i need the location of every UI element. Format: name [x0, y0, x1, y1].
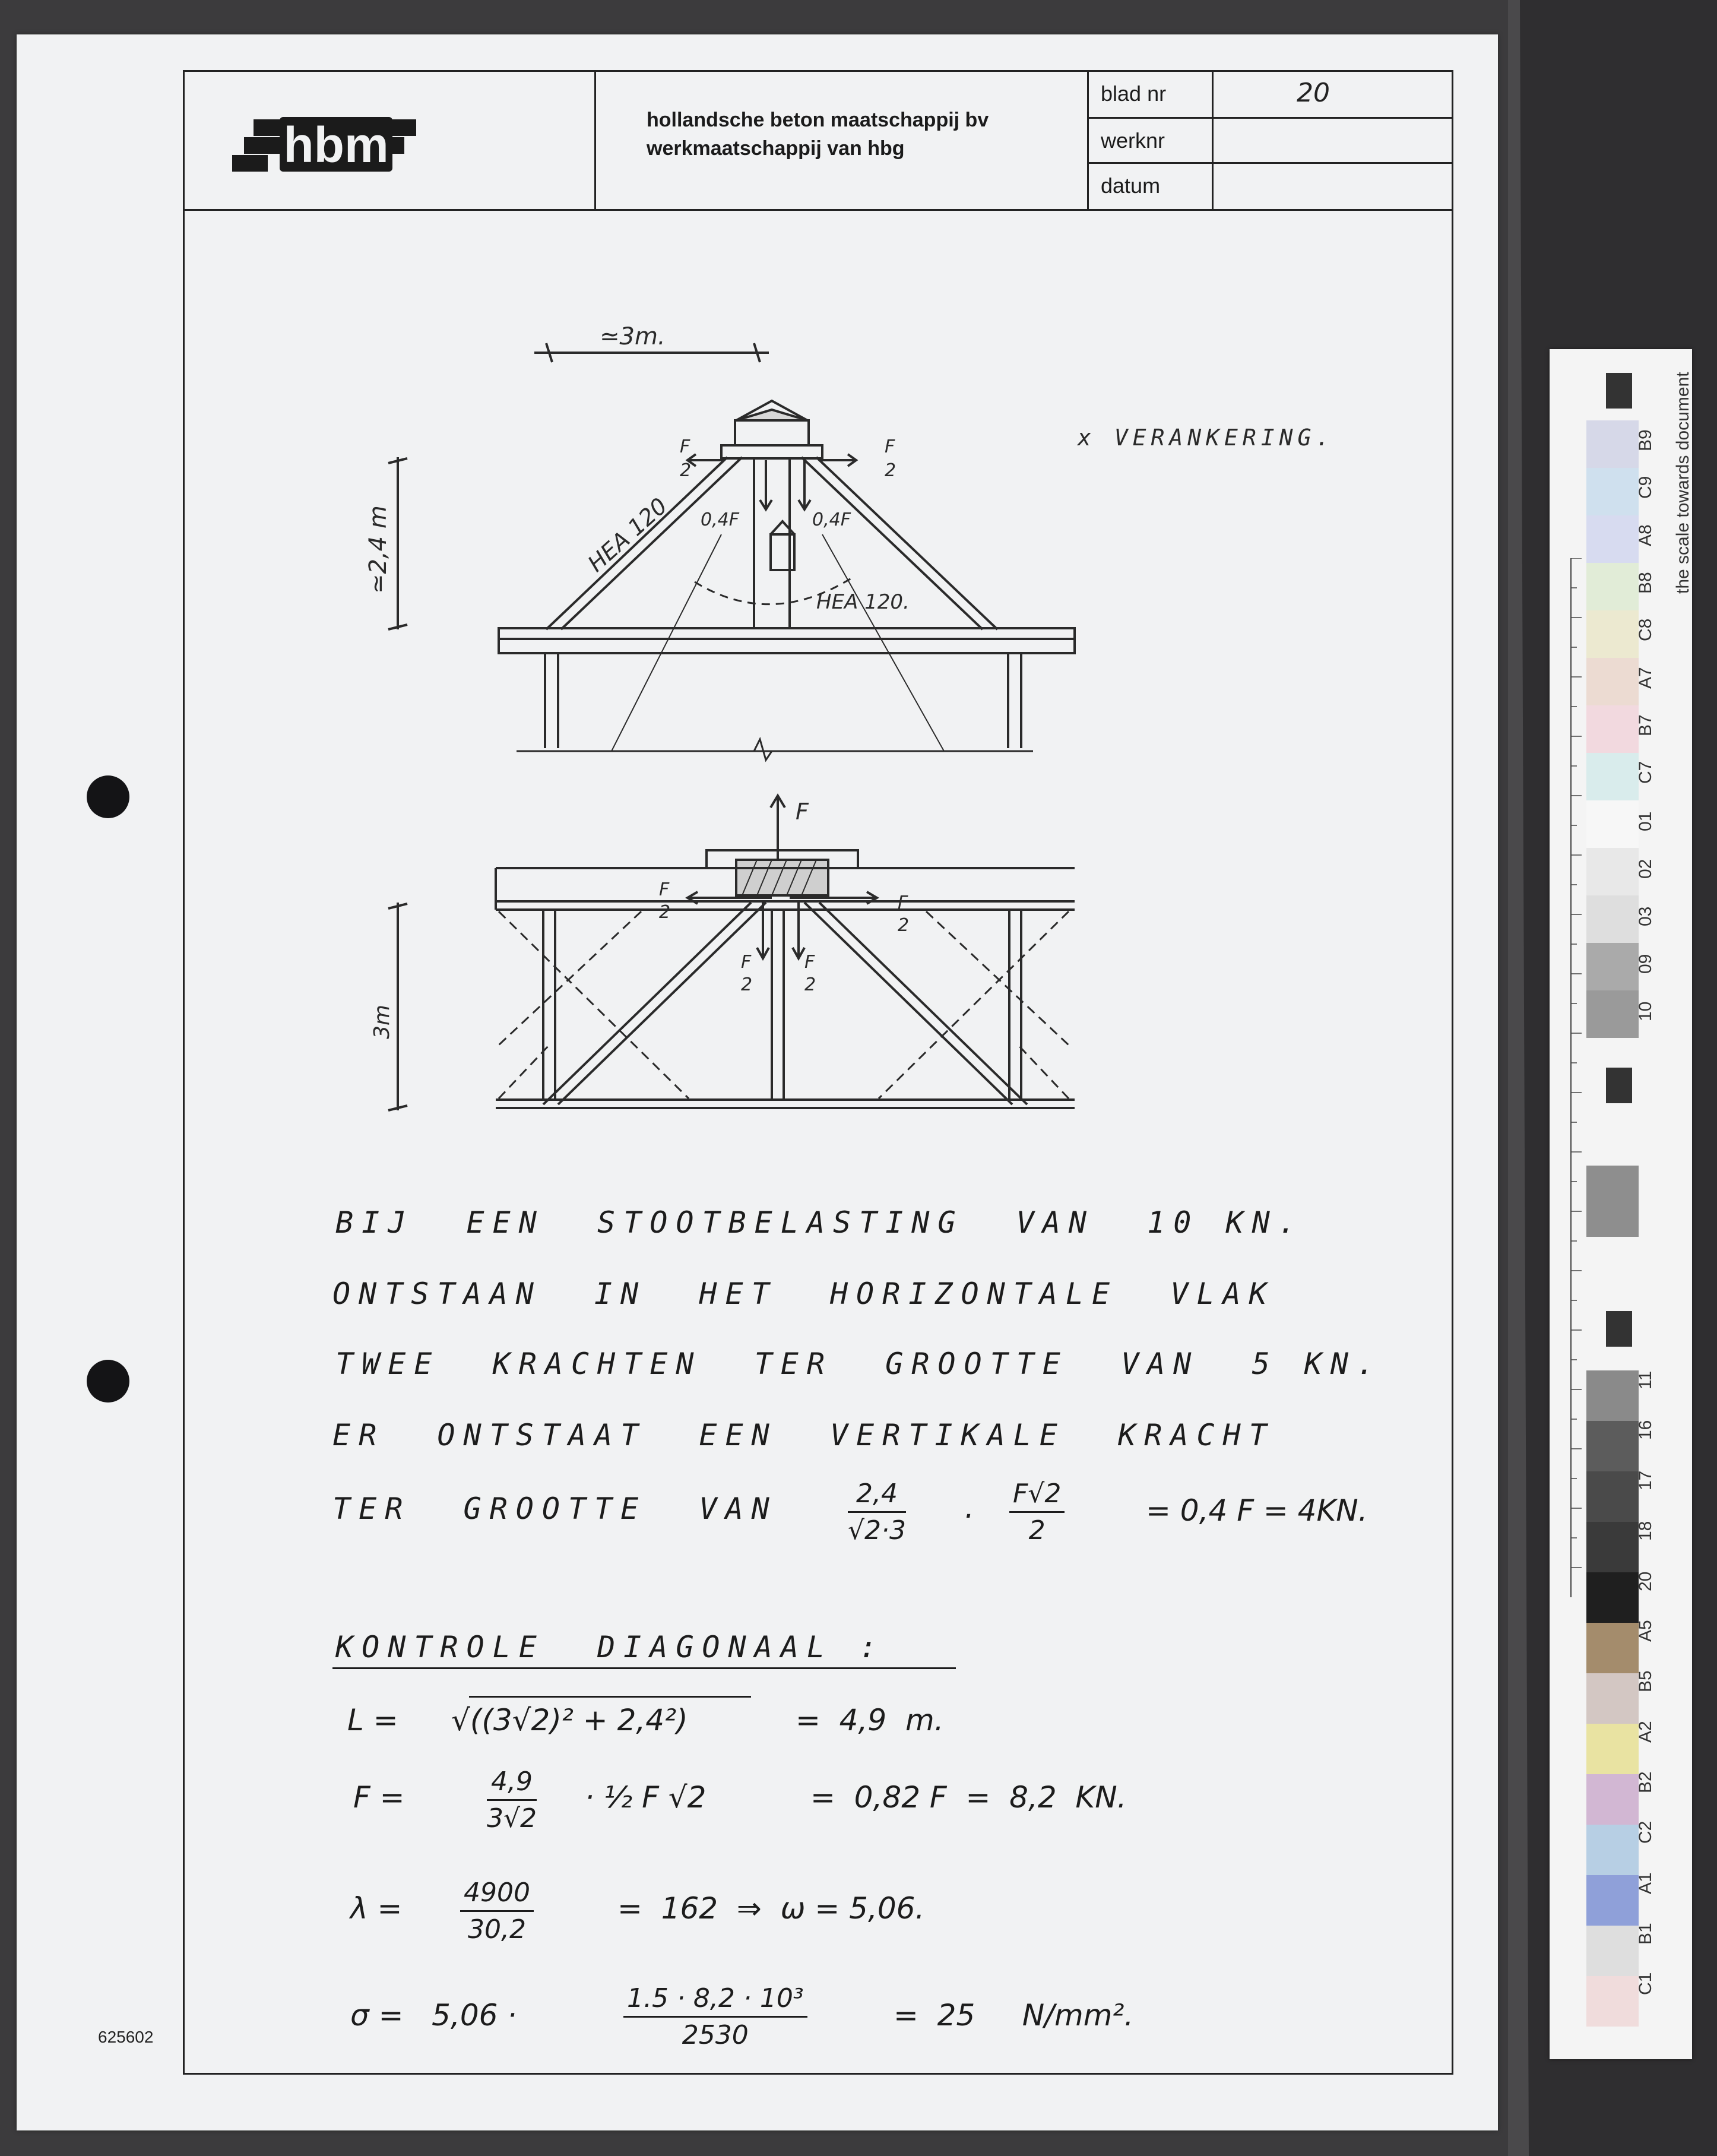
- text-line-4: ER ONTSTAAT EEN VERTIKALE KRACHT: [332, 1418, 1275, 1452]
- scale-label-c8: C8: [1636, 618, 1655, 641]
- patch-09: [1586, 943, 1639, 990]
- length-root: √((3√2)² + 2,4²): [451, 1703, 688, 1737]
- lambda-fraction: [460, 1878, 534, 1945]
- multiply-dot: .: [965, 1490, 974, 1525]
- text-line-2: ONTSTAAN IN HET HORIZONTALE VLAK: [332, 1277, 1275, 1311]
- patch-16: [1586, 1421, 1639, 1471]
- scale-label-a5: A5: [1636, 1620, 1655, 1642]
- patch-20: [1586, 1572, 1639, 1623]
- field-label: datum: [1101, 173, 1161, 198]
- scale-label-b9: B9: [1636, 429, 1655, 451]
- dim-height-plan: 3m: [370, 1005, 394, 1039]
- force-up-label: F: [796, 799, 809, 825]
- scale-label-01: 01: [1636, 811, 1655, 831]
- scale-label-03: 03: [1636, 906, 1655, 926]
- patch-b2: [1586, 1774, 1639, 1825]
- field-blad-nr: [1089, 72, 1453, 119]
- logo-text: hbm: [283, 117, 389, 173]
- patch-a1: [1586, 1875, 1639, 1926]
- company-subtitle: werkmaatschappij van hbg: [647, 137, 905, 160]
- text-line-1: BIJ EEN STOOTBELASTING VAN 10 KN.: [335, 1205, 1304, 1240]
- patch-17: [1586, 1471, 1639, 1522]
- hbm-logo: [232, 113, 446, 179]
- scale-label-c7: C7: [1636, 761, 1655, 784]
- lambda-lhs: λ =: [350, 1891, 403, 1926]
- dim-width-label: ≃3m.: [600, 323, 666, 350]
- scale-label-c2: C2: [1636, 1821, 1655, 1844]
- force-right-numerator: F: [885, 436, 895, 457]
- patch-c2: [1586, 1825, 1639, 1875]
- patch-a7: [1586, 658, 1639, 705]
- company-name: hollandsche beton maatschappij bv: [647, 109, 989, 131]
- force-right-denominator: 2: [885, 460, 896, 481]
- field-value: [1212, 164, 1452, 209]
- heading-underline: [332, 1667, 956, 1669]
- field-datum: [1089, 162, 1453, 209]
- force-lhs: F =: [353, 1780, 405, 1815]
- patch-a8: [1586, 515, 1639, 563]
- text-line-3: TWEE KRACHTEN TER GROOTTE VAN 5 KN.: [335, 1347, 1383, 1381]
- sigma-lhs: σ = 5,06 ·: [350, 1998, 517, 2032]
- length-lhs: L =: [347, 1703, 398, 1737]
- lambda-result: = 162 ⇒ ω = 5,06.: [617, 1891, 925, 1926]
- vertical-force-left: 0,4F: [701, 509, 739, 530]
- scale-label-c1: C1: [1636, 1972, 1655, 1995]
- scale-label-16: 16: [1636, 1420, 1655, 1440]
- force-fraction: [487, 1766, 537, 1834]
- root-bar: [469, 1696, 751, 1698]
- dim-height-label: ≃2,4 m: [365, 505, 392, 594]
- v2-num: F: [804, 952, 815, 973]
- fraction-denominator: 3√2: [487, 1803, 537, 1834]
- patch-01: [1586, 800, 1639, 848]
- fraction-denominator: 30,2: [468, 1914, 526, 1945]
- scale-label-a2: A2: [1636, 1721, 1655, 1743]
- patch-a5: [1586, 1623, 1639, 1673]
- fraction-denominator: √2·3: [848, 1515, 907, 1546]
- scale-label-b7: B7: [1636, 714, 1655, 736]
- patch-c7: [1586, 753, 1639, 800]
- length-result: = 4,9 m.: [796, 1703, 944, 1737]
- patch-b1: [1586, 1926, 1639, 1976]
- fraction-2-4: [848, 1479, 906, 1546]
- force-left-denominator: 2: [680, 460, 692, 481]
- field-label: blad nr: [1101, 81, 1167, 106]
- field-label: werknr: [1101, 128, 1165, 153]
- patch-c1: [1586, 1976, 1639, 2027]
- fr-den: 2: [898, 915, 910, 936]
- patch-02: [1586, 848, 1639, 895]
- field-value: 20: [1212, 72, 1452, 119]
- anchoring-note: x VERANKERING.: [1078, 425, 1335, 451]
- patch-18: [1586, 1522, 1639, 1572]
- fraction-denominator: 2: [1028, 1515, 1046, 1546]
- frame-bottom-border: [183, 2073, 1453, 2075]
- patch-b5: [1586, 1673, 1639, 1724]
- scale-label-b1: B1: [1636, 1923, 1655, 1945]
- sketch-plan: [0, 784, 1717, 1140]
- patch-c8: [1586, 610, 1639, 658]
- field-value: [1212, 119, 1452, 164]
- v1-den: 2: [741, 974, 753, 995]
- force-left-numerator: F: [680, 436, 690, 457]
- kontrole-heading: KONTROLE DIAGONAAL :: [335, 1630, 886, 1664]
- force-result: = 0,82 F = 8,2 KN.: [810, 1780, 1127, 1815]
- v2-den: 2: [804, 974, 816, 995]
- scale-label-11: 11: [1636, 1370, 1655, 1389]
- scale-label-17: 17: [1636, 1470, 1655, 1490]
- scale-label-a1: A1: [1636, 1872, 1655, 1894]
- text-line-5: TER GROOTTE VAN: [332, 1492, 778, 1526]
- member-label-right: HEA 120.: [816, 590, 910, 614]
- patch-b7: [1586, 705, 1639, 753]
- form-header: [183, 70, 1453, 211]
- scale-label-02: 02: [1636, 859, 1655, 879]
- scale-label-a7: A7: [1636, 667, 1655, 689]
- v1-num: F: [741, 952, 752, 973]
- scale-label-b8: B8: [1636, 572, 1655, 594]
- patch-c9: [1586, 468, 1639, 515]
- document-number: 625602: [98, 2028, 154, 2046]
- scale-label-c9: C9: [1636, 476, 1655, 499]
- patch-gray-block: [1586, 1166, 1639, 1237]
- fraction-numerator: 1.5 · 8,2 · 10³: [623, 1983, 807, 2018]
- patch-10: [1586, 990, 1639, 1038]
- fr-num: F: [898, 892, 908, 913]
- vertical-force-right: 0,4F: [812, 509, 851, 530]
- patch-11: [1586, 1370, 1639, 1421]
- scale-ruler: [1570, 558, 1583, 1597]
- fraction-numerator: 4900: [460, 1878, 534, 1912]
- scale-label-10: 10: [1636, 1001, 1655, 1021]
- sigma-fraction: [623, 1983, 807, 2050]
- fraction-numerator: 4,9: [487, 1766, 537, 1801]
- binder-hole-bottom: [87, 1360, 129, 1402]
- fl-den: 2: [659, 902, 671, 923]
- logo-cell: [185, 72, 596, 209]
- patch-b9: [1586, 420, 1639, 468]
- patch-a2: [1586, 1724, 1639, 1774]
- fraction-numerator: F√2: [1009, 1479, 1065, 1513]
- fraction-denominator: 2530: [682, 2020, 749, 2050]
- company-cell: [596, 72, 1089, 209]
- scale-label-b2: B2: [1636, 1771, 1655, 1793]
- line5-result: = 0,4 F = 4KN.: [1146, 1493, 1368, 1528]
- checker-mid: [1606, 1068, 1632, 1103]
- fraction-numerator: 2,4: [848, 1479, 906, 1513]
- scale-label-a8: A8: [1636, 524, 1655, 546]
- scale-label-b5: B5: [1636, 1670, 1655, 1692]
- scale-label-20: 20: [1636, 1571, 1655, 1591]
- force-mid: · ½ F √2: [585, 1780, 707, 1815]
- scale-label-18: 18: [1636, 1521, 1655, 1541]
- fl-num: F: [659, 879, 670, 900]
- member-label-left: HEA 120: [582, 492, 673, 577]
- field-werknr: [1089, 117, 1453, 164]
- patch-03: [1586, 895, 1639, 943]
- scale-instruction: the scale towards document: [1673, 372, 1693, 594]
- scale-label-09: 09: [1636, 954, 1655, 974]
- fraction-f-root2: [1009, 1479, 1065, 1546]
- sigma-result: = 25 N/mm².: [894, 1998, 1134, 2032]
- patch-b8: [1586, 563, 1639, 610]
- checker-top: [1606, 373, 1632, 409]
- checker-low: [1606, 1311, 1632, 1347]
